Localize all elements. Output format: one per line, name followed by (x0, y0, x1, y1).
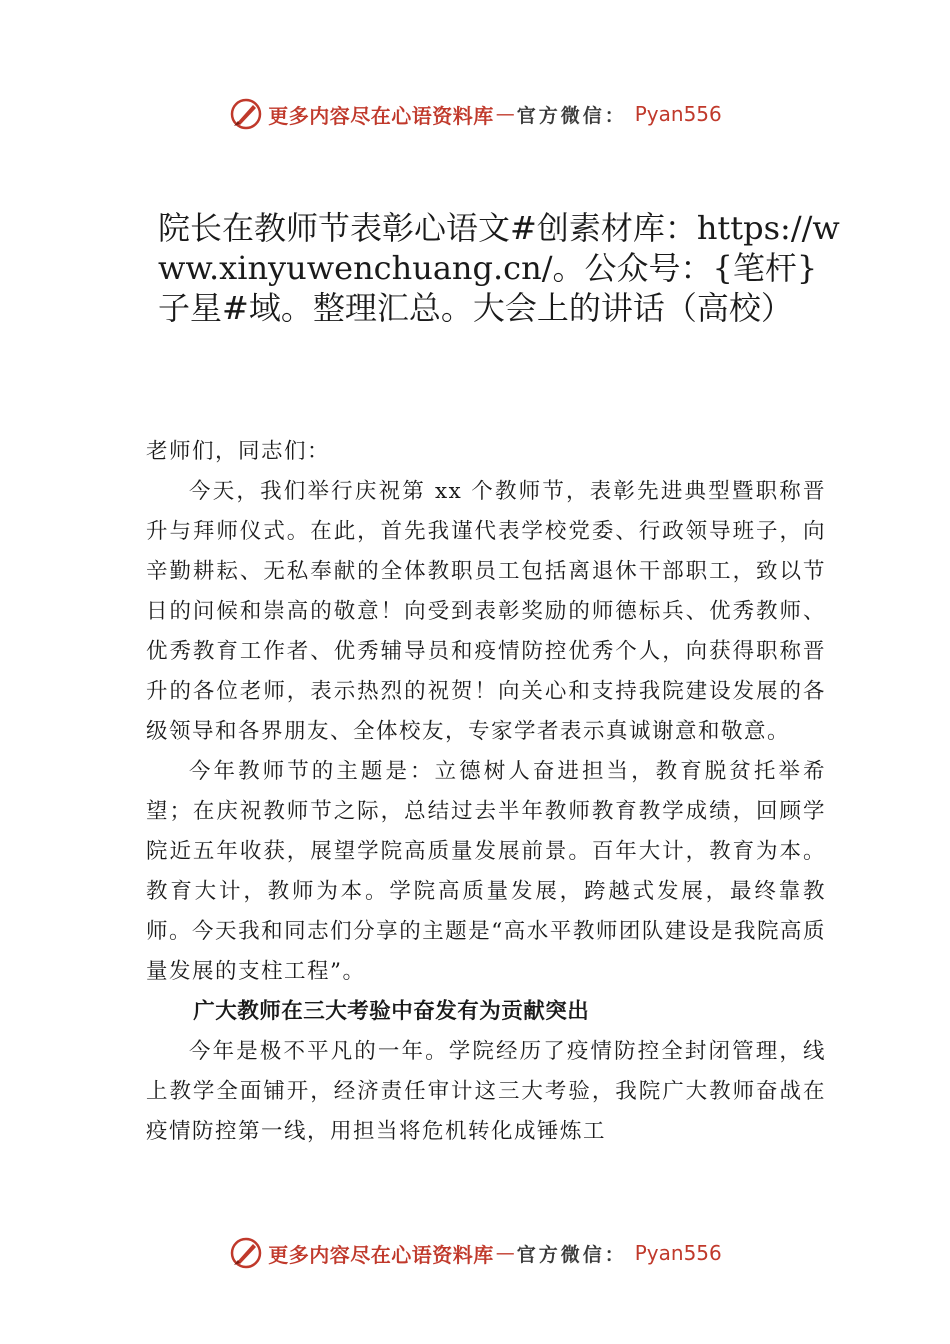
paragraph-1: 今天，我们举行庆祝第 xx 个教师节，表彰先进典型暨职称晋升与拜师仪式。在此，首先我谨代表学校党委、行政领导班子，向辛勤耕耘、无私奉献的全体教职员工包括离退休干部职工，致以节日的问候和崇高的敬意！向受到表彰奖励的师德标兵、优秀教师、优秀教育工作者、优秀辅导员和疫情防控优秀个人，向获得职称晋升的各位老师，表示热烈的祝贺！向关心和支持我院建设发展的各级领导和各界朋友、全体校友，专家学者表示真诚谢意和敬意。 (146, 479, 826, 744)
paragraph-2: 今年教师节的主题是：立德树人奋进担当，教育脱贫托举希望；在庆祝教师节之际，总结过去半年教师教育教学成绩，回顾学院近五年收获，展望学院高质量发展前景。百年大计，教育为本。教育大计，教师为本。学院高质量发展，跨越式发展，最终靠教师。今天我和同志们分享的主题是“高水平教师团队建设是我院高质量发展的支柱工程”。 (146, 759, 826, 984)
header-banner (0, 94, 950, 134)
banner-dash: — (495, 103, 515, 125)
paragraph-3: 今年是极不平凡的一年。学院经历了疫情防控全封闭管理，线上教学全面铺开，经济责任审计这三大考验，我院广大教师奋战在疫情防控第一线，用担当将危机转化成锤炼工 (146, 1039, 826, 1144)
banner-wechat-label: 官方微信： (516, 104, 627, 127)
footer-banner (0, 1233, 950, 1273)
document-body (146, 432, 826, 1152)
pen-circle-logo-icon (228, 1235, 264, 1271)
pen-circle-logo-icon (228, 96, 264, 132)
banner-wechat-id: Pyan556 (634, 102, 722, 126)
banner-wechat-label: 官方微信： (516, 1243, 627, 1266)
salutation: 老师们，同志们： (146, 439, 331, 464)
banner-dash: — (495, 1242, 515, 1264)
banner-brand-text: 更多内容尽在心语资料库 (268, 1242, 494, 1267)
banner-brand-text: 更多内容尽在心语资料库 (268, 103, 494, 128)
section-heading: 广大教师在三大考验中奋发有为贡献突出 (193, 999, 590, 1024)
banner-wechat-id: Pyan556 (634, 1241, 722, 1265)
document-title: 院长在教师节表彰心语文#创素材库：https://www.xinyuwenchuang.cn/。公众号：{笔杆}子星#域。整理汇总。大会上的讲话（高校） (158, 209, 840, 327)
